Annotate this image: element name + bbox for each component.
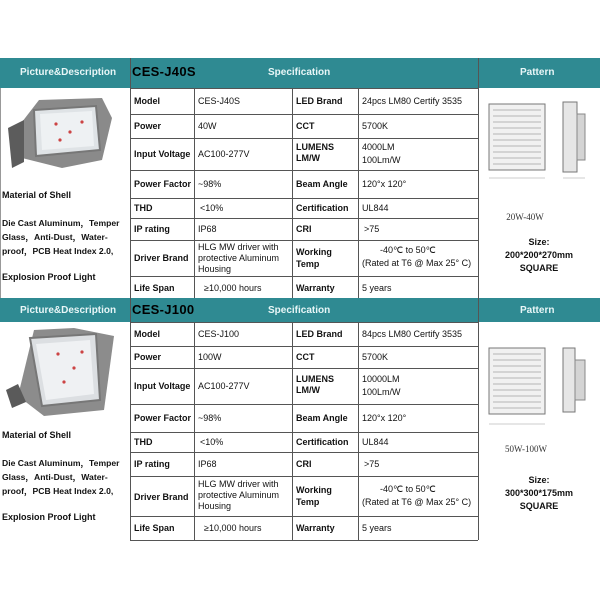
certification-label: Certification [296,437,349,447]
power-label: Power [134,121,162,131]
power-value: 100W [198,352,222,362]
life-span-label: Life Span [134,283,175,293]
driver-brand-label: Driver Brand [134,492,189,502]
led-brand-value: 84pcs LM80 Certify 3535 [362,329,463,339]
warranty-label: Warranty [296,283,335,293]
material-description: Die Cast Aluminum，Temper Glass，Anti-Dust，Water-proof，PCB Heat Index 2.0, [2,218,120,256]
pattern-header: Pattern [520,305,555,316]
driver-brand-value: HLG MW driver with protective Aluminum Housing [198,242,280,274]
specification-header: Specification [268,305,331,316]
model-label: Model [134,96,160,106]
product-block-1 [0,58,600,298]
cri-value: >75 [364,224,380,234]
model-label: Model [134,329,160,339]
input-voltage-value: AC100-277V [198,381,250,391]
shape-label: SQUARE [519,263,559,273]
explosion-proof-label: Explosion Proof Light [2,512,96,522]
working-temp-value-2: (Rated at T6 @ Max 25° C) [362,258,472,268]
ip-rating-label: IP rating [134,459,170,469]
pattern-drawing [483,342,593,434]
driver-brand-value: HLG MW driver with protective Aluminum Housing [198,479,280,511]
size-value: 200*200*270mm [504,250,574,260]
pattern-drawing [483,98,593,188]
size-label: Size: [528,475,550,485]
beam-angle-value: 120°x 120° [362,179,407,189]
ip-rating-value: IP68 [198,459,217,469]
material-description: Die Cast Aluminum，Temper Glass，Anti-Dust，Water-proof，PCB Heat Index 2.0, [2,458,120,496]
header-bar [0,298,600,322]
cri-value: >75 [364,459,380,469]
specification-header: Specification [268,67,331,78]
working-temp-label: Working Temp [296,247,332,269]
life-span-value: ≥10,000 hours [204,523,262,533]
beam-angle-label: Beam Angle [296,413,348,423]
life-span-label: Life Span [134,523,175,533]
certification-label: Certification [296,203,349,213]
power-value: 40W [198,121,217,131]
warranty-value: 5 years [362,523,392,533]
thd-label: THD [134,203,153,213]
input-voltage-label: Input Voltage [134,149,191,159]
cct-value: 5700K [362,121,389,131]
model-title: CES-J40S [132,64,196,79]
product-image [4,92,116,184]
header-bar [0,58,600,88]
product-image [4,324,116,428]
power-label: Power [134,352,162,362]
working-temp-value-1: -40℃ to 50℃ [380,484,436,494]
material-label: Material of Shell [2,430,72,440]
certification-value: UL844 [362,203,389,213]
cri-label: CRI [296,224,312,234]
power-factor-value: ~98% [198,179,222,189]
working-temp-value-2: (Rated at T6 @ Max 25° C) [362,497,472,507]
explosion-proof-label: Explosion Proof Light [2,272,96,282]
input-voltage-label: Input Voltage [134,381,191,391]
led-brand-label: LED Brand [296,329,343,339]
cri-label: CRI [296,459,312,469]
picture-description-header: Picture&Description [20,305,117,316]
thd-value: <10% [200,437,224,447]
power-factor-label: Power Factor [134,179,192,189]
pattern-header: Pattern [520,67,555,78]
cct-value: 5700K [362,352,389,362]
ip-rating-value: IP68 [198,224,217,234]
power-factor-label: Power Factor [134,413,192,423]
beam-angle-value: 120°x 120° [362,413,407,423]
pattern-caption: 50W-100W [505,444,547,454]
picture-description-header: Picture&Description [20,67,117,78]
pattern-caption: 20W-40W [506,212,544,222]
driver-brand-label: Driver Brand [134,253,189,263]
model-value: CES-J40S [198,96,241,106]
warranty-label: Warranty [296,523,335,533]
thd-label: THD [134,437,153,447]
warranty-value: 5 years [362,283,392,293]
certification-value: UL844 [362,437,389,447]
cct-label: CCT [296,352,315,362]
led-brand-label: LED Brand [296,96,343,106]
lumens-label: LUMENS LM/W [296,142,334,163]
size-label: Size: [528,237,550,247]
lumens-value-2: 100Lm/W [362,387,401,397]
product-block-2 [0,298,600,540]
power-factor-value: ~98% [198,413,222,423]
thd-value: <10% [200,203,224,213]
led-brand-value: 24pcs LM80 Certify 3535 [362,96,463,106]
working-temp-value-1: -40℃ to 50℃ [380,245,436,255]
beam-angle-label: Beam Angle [296,179,348,189]
model-title: CES-J100 [132,302,195,317]
ip-rating-label: IP rating [134,224,170,234]
life-span-value: ≥10,000 hours [204,283,262,293]
lumens-label: LUMENS LM/W [296,374,334,395]
model-value: CES-J100 [198,329,240,339]
material-label: Material of Shell [2,190,72,200]
lumens-value-1: 10000LM [362,374,400,384]
cct-label: CCT [296,121,315,131]
lumens-value-1: 4000LM [362,142,395,152]
working-temp-label: Working Temp [296,485,332,507]
size-value: 300*300*175mm [504,488,574,498]
lumens-value-2: 100Lm/W [362,155,401,165]
shape-label: SQUARE [519,501,559,511]
input-voltage-value: AC100-277V [198,149,250,159]
